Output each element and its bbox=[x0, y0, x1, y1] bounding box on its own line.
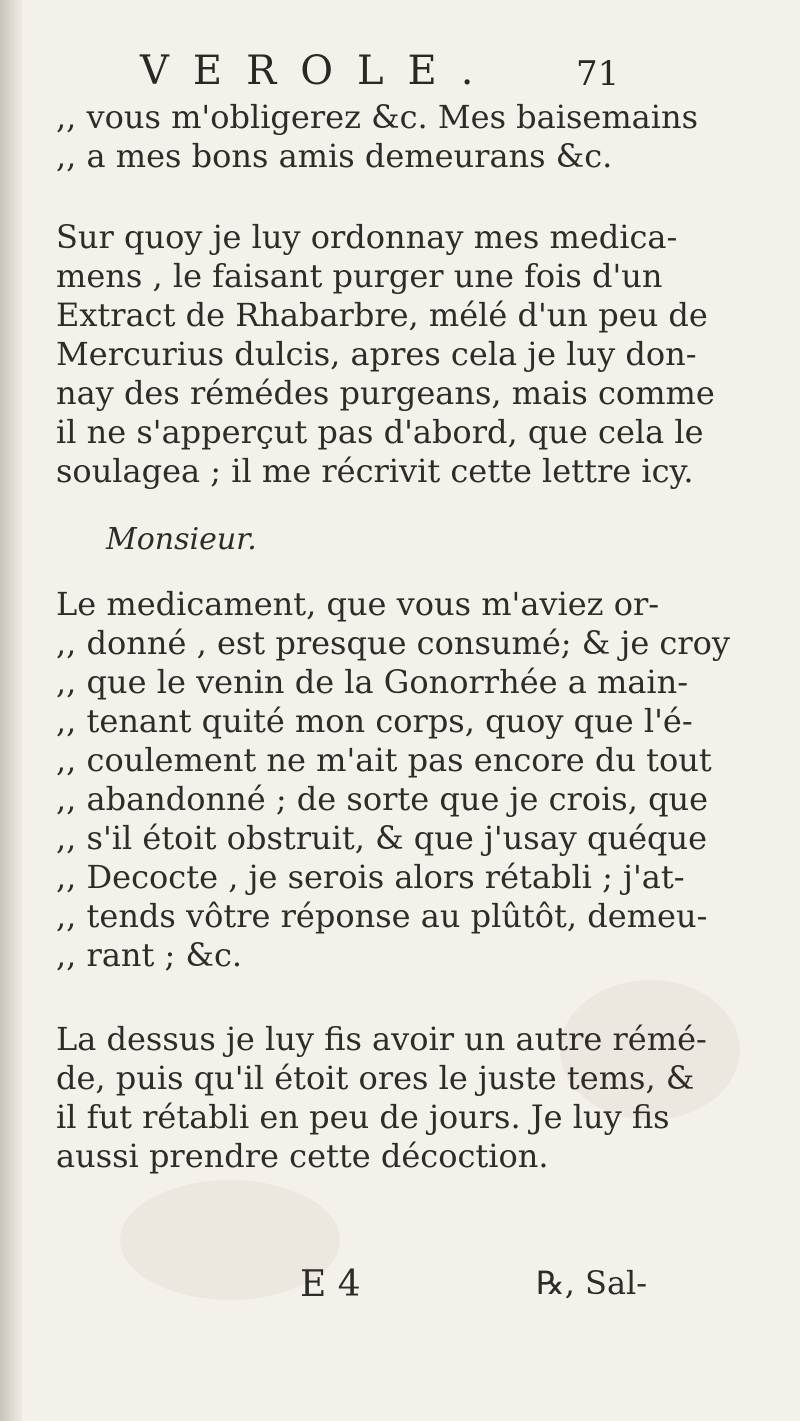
text-line: de, puis qu'il étoit ores le juste tems, & bbox=[56, 1059, 695, 1097]
text-line: ,, donné , est presque consumé; & je croy bbox=[56, 624, 730, 662]
paragraph-1 bbox=[56, 98, 698, 176]
text-line: Sur quoy je luy ordonnay mes medica- bbox=[56, 218, 678, 256]
text-line: ,, vous m'obligerez &c. Mes baisemains bbox=[56, 98, 698, 136]
text-line: ,, que le venin de la Gonorrhée a main- bbox=[56, 663, 689, 701]
paragraph-2 bbox=[56, 218, 715, 491]
letter-salutation: Monsieur. bbox=[106, 522, 257, 557]
text-line: La dessus je luy fis avoir un autre rémé- bbox=[56, 1020, 707, 1058]
catchword: ℞, Sal- bbox=[536, 1264, 648, 1302]
text-line: Extract de Rhabarbre, mélé d'un peu de bbox=[56, 296, 708, 334]
text-line: nay des rémédes purgeans, mais comme bbox=[56, 374, 715, 412]
text-line: ,, coulement ne m'ait pas encore du tout bbox=[56, 741, 712, 779]
text-line: aussi prendre cette décoction. bbox=[56, 1137, 549, 1175]
text-line: Le medicament, que vous m'aviez or- bbox=[56, 585, 660, 623]
text-line: il ne s'apperçut pas d'abord, que cela le bbox=[56, 413, 704, 451]
signature-mark: E 4 bbox=[300, 1264, 361, 1305]
running-title: VEROLE. bbox=[140, 48, 498, 94]
page-number: 71 bbox=[576, 54, 620, 94]
text-line: ,, s'il étoit obstruit, & que j'usay quéque bbox=[56, 819, 708, 857]
paragraph-3 bbox=[56, 1020, 707, 1176]
text-line: ,, rant ; &c. bbox=[56, 936, 243, 974]
text-line: ,, abandonné ; de sorte que je crois, que bbox=[56, 780, 709, 818]
text-line: soulagea ; il me récrivit cette lettre icy. bbox=[56, 452, 694, 490]
text-line: ,, tenant quité mon corps, quoy que l'é- bbox=[56, 702, 693, 740]
text-line: mens , le faisant purger une fois d'un bbox=[56, 257, 663, 295]
text-line: ,, tends vôtre réponse au plûtôt, demeu- bbox=[56, 897, 708, 935]
text-line: ,, a mes bons amis demeurans &c. bbox=[56, 137, 613, 175]
letter-body bbox=[56, 585, 730, 975]
text-line: ,, Decocte , je serois alors rétabli ; j'at- bbox=[56, 858, 685, 896]
text-line: il fut rétabli en peu de jours. Je luy fis bbox=[56, 1098, 670, 1136]
text-line: Mercurius dulcis, apres cela je luy don- bbox=[56, 335, 697, 373]
